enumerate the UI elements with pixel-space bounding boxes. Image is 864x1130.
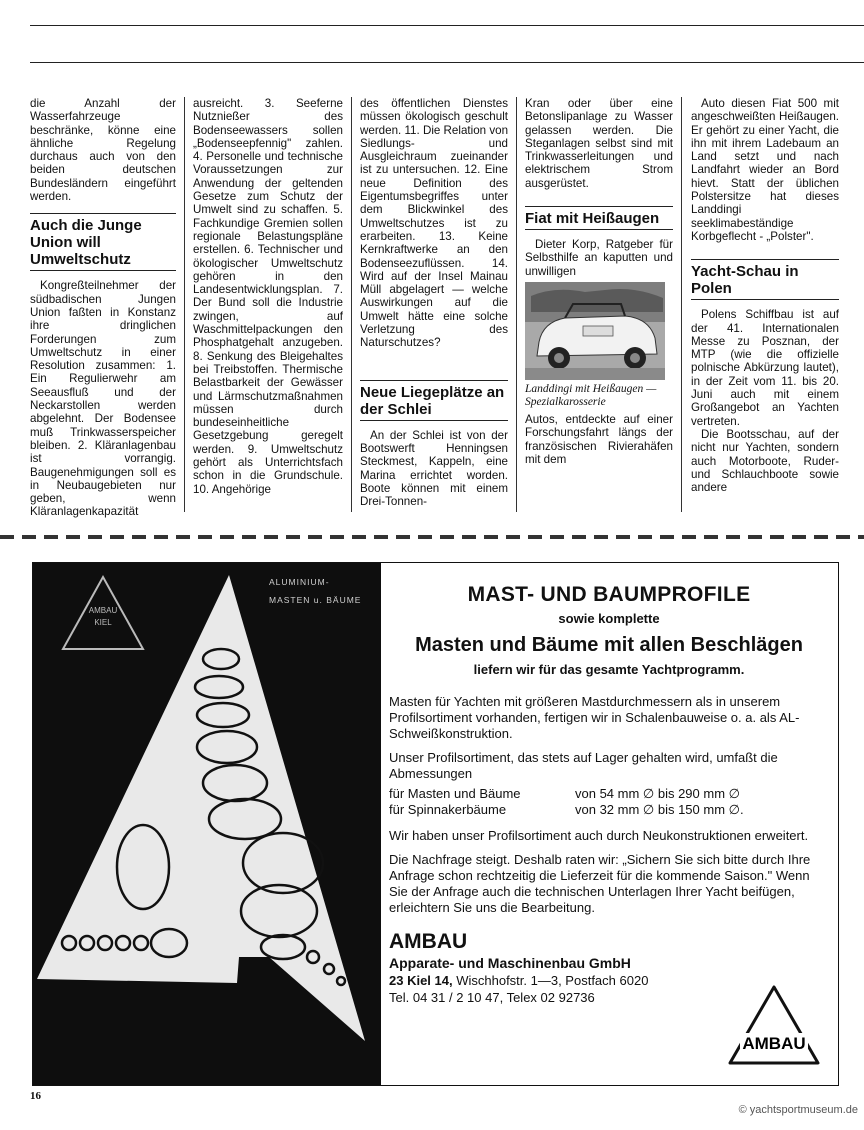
col5-body2: Die Bootsschau, auf der nicht nur Yachten, sondern auch Motorboote, Ruder- und Schlauchboote sowie andere [691,427,839,495]
col4-intro: Kran oder über eine Betonslipanlage zu Wasser gelassen werden. Die Steganlagen selbst sind mit Trinkwasserleitungen und elektrischem Strom ausgerüstet. [525,97,673,190]
top-rule-1 [30,25,864,26]
col3-body: des öffentlichen Dienstes müssen ökologisch geschult werden. 11. Die Relation von Siedlungs- und Ausgleichraum zueinander ist zu untersuchen. 12. Eine neue Definition des Eigentumsbegriffes unter dem Blickwinkel des Umweltschutzes ist zu erarbeiten. 13. Keine Kernkraftwerke an den Bodenseezuflüssen. 14. Wird auf der Insel Mainau Müll abgelagert — welche Auswirkungen auf die Umwelt hätte eine solche Verletzung des Naturschutzes? [360,97,509,350]
ambau-logo-text: AMBAU [742,1034,806,1053]
column-separator [184,97,185,512]
ad-para3: Wir haben unser Profilsortiment auch durch Neukonstruktionen erweitert. [389,828,809,843]
ad-subtitle: sowie komplette [558,611,660,626]
col5-intro: Auto diesen Fiat 500 mit angeschweißten Heißaugen. Er gehört zu einer Yacht, die ihn mit ihrem Ladebaum an Land setzt und nach Landfahrt wieder an Bord hievt. Statt der üblichen Polstersitze hat dieses Landdingi seeklimabeständige Korbgeflecht - „Polster". [691,97,839,243]
ad-image-logo-line1: AMBAU [88,606,118,615]
ad-image-caption-line1: ALUMINIUM- [269,577,330,587]
column-4 [525,97,673,466]
ad-dim-row [389,802,829,818]
fiat-landdingi-photo [525,282,665,380]
ad-tagline: liefern wir für das gesamte Yachtprogramm. [473,662,745,677]
col1-heading: Auch die Junge Union will Umweltschutz [30,213,176,271]
ad-para1: Masten für Yachten mit größeren Mastdurchmessern als in unserem Profilsortiment vorhanden, fertigen wir in Schalenbauweise o. a. als AL-Schweißkonstruktion. [389,694,800,741]
ad-para2: Unser Profilsortiment, das stets auf Lager gehalten wird, umfaßt die Abmessungen [389,750,778,781]
ad-image-logo-line2: KIEL [94,618,112,627]
col5-body: Polens Schiffbau ist auf der 41. Internationalen Messe zu Posznan, der MTP (wie die offizielle polnische Abkürzung lautet), in der Zeit vom 11. bis 20. Juni auch mit einem Großangebot an Yachten vertreten. [691,308,839,428]
ad-title: MAST- UND BAUMPROFILE [467,583,751,606]
ambau-logo [726,983,822,1067]
ad-para4: Die Nachfrage steigt. Deshalb raten wir: „Sichern Sie sich bitte durch Ihre Anfrage schon rechtzeitig die Lieferzeit für die kommende Saison." Wenn Sie der Anfrage auch die technischen Unterlagen Ihrer Yacht beifügen, erleichtern Sie uns die Bearbeitung. [389,852,811,915]
page-number: 16 [30,1090,41,1102]
column-separator [681,97,682,512]
ad-address-city: 23 Kiel 14, [389,973,453,988]
ad-address-street: Wischhofstr. 1—3, Postfach 6020 [452,973,649,988]
ad-text [389,583,829,1006]
column-5 [691,97,839,494]
watermark-credit: © yachtsportmuseum.de [738,1104,858,1116]
ad-image-caption-line2: MASTEN u. BÄUME [269,595,362,605]
column-separator [351,97,352,512]
col3-body2: An der Schlei ist von der Bootswerft Henningsen Steckmest, Kappeln, eine Marina errichtet worden. Boote können mit einem Drei-Tonnen- [360,428,508,509]
ad-headline: Masten und Bäume mit allen Beschlägen [415,634,803,656]
col2-body: ausreicht. 3. Seeferne Nutznießer des Bodenseewassers sollen „Bodenseepfennig" zahlen. 4. Personelle und technische Voraussetzungen zur Anwendung der geltenden Gesetze zum Schutz der Umwelt sind zu schaffen. 5. Fachkundige Gremien sollen regionale Belastungspläne erstellen. 6. Technischer und ökologischer Umweltschutz gehören in den Landesentwicklungsplan. 7. Der Bund soll die Industrie zwingen, auf Waschmittelpackungen den Phosphatgehalt anzugeben. 8. Senkung des Bleigehaltes bei Treibstoffen. Thermische Belastbarkeit der Gewässer und Lärmschutzmaßnahmen müssen durch bundeseinheitliche Gesetzgebung geregelt werden. 9. Umweltschutz gehört als Unterrichtsfach schon in die Grundschule. 10. Angehörige [193,97,343,496]
ad-company-full: Apparate- und Maschinenbau GmbH [389,955,631,971]
col4-body: Dieter Korp, Ratgeber für Selbsthilfe an kaputten und unwilligen [525,238,673,278]
col1-body: Kongreßteilnehmer der südbadischen Jungen Union faßten in Konstanz ihre dringlichen Forderungen zum Umweltschutz in einer Resolution zusammen: 1. Ein Regulierwehr am Seeausfluß und der Neckarstollen werden abgelehnt. Der Bodensee muß Trinkwasserspeicher bleiben. 2. Kläranlagenbau ist vorrangig. Baugenehmigungen soll es in Neubaugebieten nur geben, wenn Kläranlagenkapazität [30,279,176,519]
col4-heading: Fiat mit Heißaugen [525,206,673,230]
col3-heading: Neue Liegeplätze an der Schlei [360,380,508,421]
column-3 [360,97,508,508]
ad-dim-row [389,786,829,802]
ad-dim-range: von 32 mm ∅ bis 150 mm ∅. [575,802,744,817]
ad-image-mast-profiles [33,563,381,1085]
column-2 [193,97,343,496]
column-separator [516,97,517,512]
dashed-separator [0,535,864,539]
top-rule-2 [30,62,864,63]
ad-phone: Tel. 04 31 / 2 10 47, Telex 02 92736 [389,990,595,1005]
column-1 [30,97,176,519]
ad-dim-range: von 54 mm ∅ bis 290 mm ∅ [575,786,740,801]
ad-dim-label: für Spinnakerbäume [389,802,507,817]
col5-heading: Yacht-Schau in Polen [691,259,839,300]
ad-company: AMBAU [389,930,468,953]
ambau-advertisement [32,562,839,1086]
ad-dim-label: für Masten und Bäume [389,786,521,801]
photo-caption: Landdingi mit Heißaugen — Spezialkarosserie [525,382,657,408]
col4-body2: Autos, entdeckte auf einer Forschungsfahrt längs der französischen Rivierahäfen mit dem [525,412,673,466]
col1-intro: die Anzahl der Wasserfahrzeuge beschränke, könne eine ähnliche Regelung durchaus auch von den beiden deutschen Bundesländern eingeführt werden. [30,97,176,204]
